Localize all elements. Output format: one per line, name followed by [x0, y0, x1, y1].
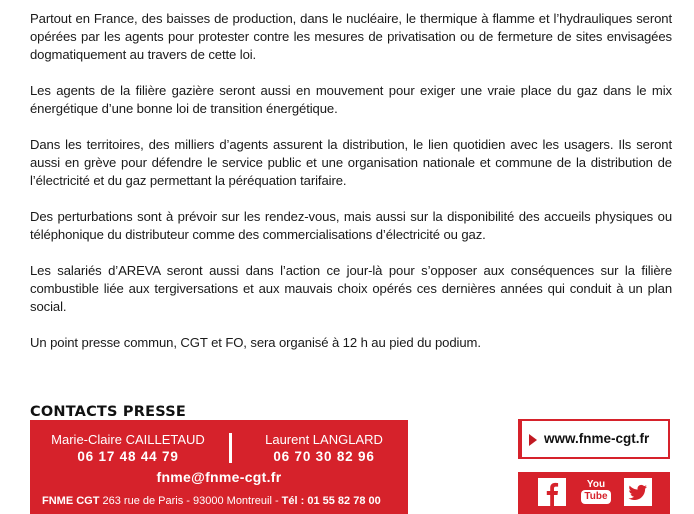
email-link[interactable]: fnme@fnme-cgt.fr — [156, 469, 282, 485]
paragraph-production: Partout en France, des baisses de production, dans le nucléaire, le thermique à flamme et l’hydrauliques seront opérées par les agents pour protester contre les mesures de privatisation ou de fermeture de sites envisagées dogmatiquement au travers de cette loi. — [30, 11, 672, 62]
youtube-you: You — [586, 478, 606, 490]
youtube-tube: Tube — [581, 490, 610, 504]
contact-cailletaud — [38, 432, 218, 465]
paragraph-gas: Les agents de la filière gazière seront aussi en mouvement pour exiger une vraie place du gaz dans le mix énergétique d’une bonne loi de transition énergétique. — [30, 83, 672, 116]
paragraph-disruptions: Des perturbations sont à prévoir sur les rendez-vous, mais aussi sur la disponibilité des accueils physiques ou téléphonique du distributeur comme des commercialisations d’électricité ou gaz. — [30, 209, 672, 242]
address-phone: Tél : 01 55 82 78 00 — [281, 495, 381, 507]
paragraph-distribution: Dans les territoires, des milliers d’agents assurent la distribution, le lien quotidien avec les usagers. Ils seront aussi en grève pour défendre le service public et une organisation nationale et commune de la distribution de l’électricité et du gaz permettant la péréquation tarifaire. — [30, 137, 672, 188]
website-link[interactable] — [518, 419, 670, 459]
contact-divider — [229, 433, 232, 463]
contact-phone[interactable]: 06 70 30 82 96 — [273, 449, 375, 464]
address-org: FNME CGT — [42, 495, 100, 507]
paragraph-press-point: Un point presse commun, CGT et FO, sera organisé à 12 h au pied du podium. — [30, 335, 481, 350]
contacts-panel — [30, 420, 408, 514]
youtube-icon[interactable] — [582, 474, 610, 508]
contact-name: Marie-Claire CAILLETAUD — [51, 432, 205, 447]
website-url[interactable]: www.fnme-cgt.fr — [544, 431, 650, 446]
facebook-icon[interactable] — [538, 478, 566, 506]
contact-name: Laurent LANGLARD — [265, 432, 383, 447]
twitter-icon[interactable] — [624, 478, 652, 506]
paragraph-areva: Les salariés d’AREVA seront aussi dans l’action ce jour-là pour s’opposer aux conséquences sur la filière combustible liée aux tergiversations et aux mauvais choix opérés ces dernières années qui conduit à un plan social. — [30, 263, 672, 314]
press-release-body — [30, 10, 672, 370]
social-links — [518, 472, 670, 514]
facebook-glyph — [538, 478, 566, 506]
arrow-right-icon — [529, 434, 537, 446]
contacts-title: CONTACTS PRESSE — [30, 404, 186, 420]
contact-langlard — [242, 432, 406, 465]
contact-phone[interactable]: 06 17 48 44 79 — [77, 449, 179, 464]
twitter-glyph — [624, 478, 652, 506]
address-street: 263 rue de Paris - 93000 Montreuil - — [102, 495, 282, 507]
postal-address — [42, 495, 381, 508]
